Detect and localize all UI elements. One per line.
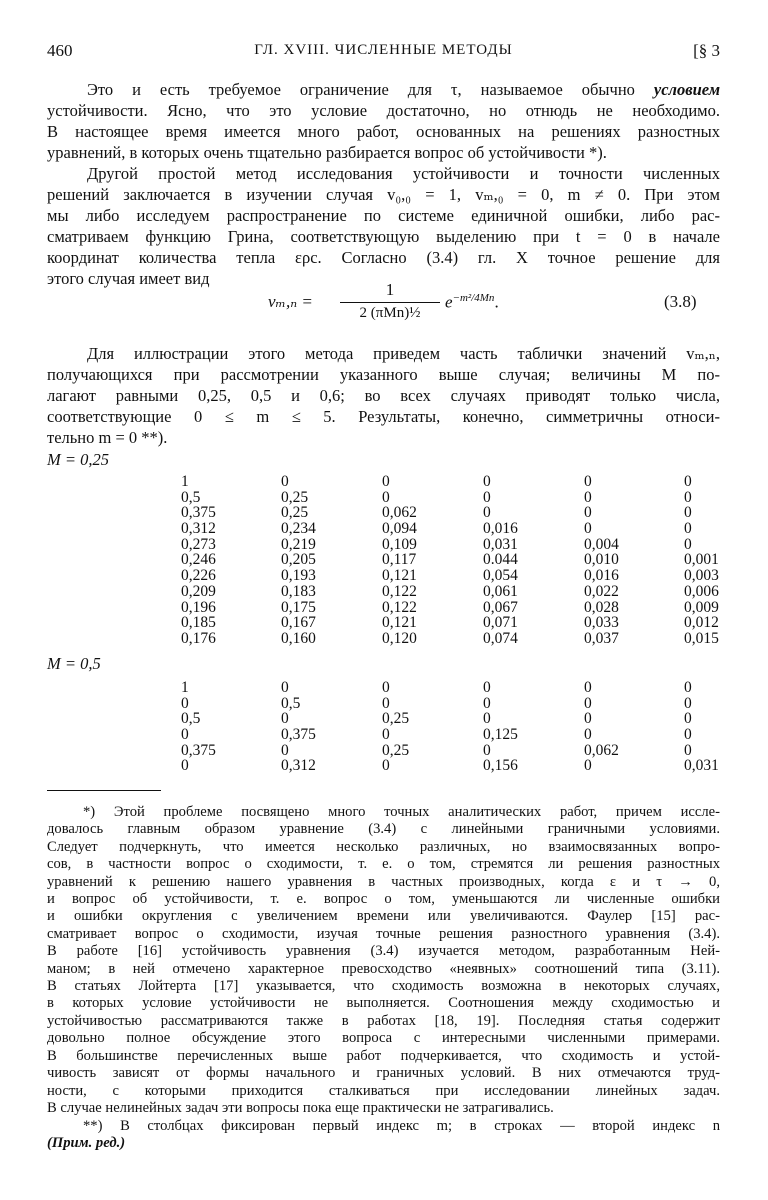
table-cell: 0 xyxy=(684,741,692,759)
table-cell: 0 xyxy=(181,694,189,712)
footnote-1-line: В статьях Лойтерта [17] указывается, что сходимость возможна в некоторых случаях, xyxy=(47,978,720,995)
table-cell: 0 xyxy=(584,710,592,728)
table-cell: 0,156 xyxy=(483,757,518,775)
table-cell: 0,219 xyxy=(281,535,316,553)
table-cell: 0,010 xyxy=(584,551,619,569)
table-cell: 0 xyxy=(281,741,289,759)
footnote-1-line: довалось главным образом уравнение (3.4) с линейными граничными условиями. xyxy=(47,821,720,838)
footnote-1-line: Следует подчеркнуть, что имеется несколько различных, но взаимосвязанных вопро- xyxy=(47,838,720,855)
table-cell: 0 xyxy=(382,757,390,775)
table-cell: 0 xyxy=(684,694,692,712)
page-number: 460 xyxy=(47,41,73,60)
table-cell: 0,006 xyxy=(684,582,719,600)
paragraph-2-line: этого случая имеет вид xyxy=(47,269,210,288)
paragraph-1-line: В настоящее время имеется много работ, основанных на решениях разностных xyxy=(47,122,720,141)
table-cell: 0,122 xyxy=(382,598,417,616)
table-cell: 0,067 xyxy=(483,598,518,616)
footnote-1-line: В большинстве перечисленных выше работ подчеркивается, что сходимость и устой- xyxy=(47,1047,720,1064)
table-cell: 0 xyxy=(281,473,289,490)
table-cell: 0,312 xyxy=(281,757,316,775)
footnote-1-line: и ошибки округления с увеличением времени или увеличиваются. Фаулер [15] рас- xyxy=(47,908,720,925)
table-cell: 0,375 xyxy=(181,504,216,522)
table-cell: 0 xyxy=(483,473,491,490)
table-cell: 0,160 xyxy=(281,629,316,647)
fraction-denominator: 2 (πMn)½ xyxy=(359,305,421,321)
paragraph-1-line: уравнений, в которых очень тщательно разбирается вопрос об устойчивости *). xyxy=(47,143,607,162)
section-marker: [§ 3 xyxy=(693,41,720,60)
footnote-2-line: **) В столбцах фиксирован первый индекс m; в строках — второй индекс n xyxy=(83,1118,720,1134)
table-cell: 1 xyxy=(181,473,189,490)
paragraph-2-line: решений заключается в изучении случая v₀,₀ = 1, vₘ,₀ = 0, m ≠ 0. При этом xyxy=(47,185,720,204)
footnote-1 xyxy=(47,804,720,1117)
table-cell: 0 xyxy=(382,694,390,712)
table-cell: 0,009 xyxy=(684,598,719,616)
footnote-1-line: сов, в частности вопрос о сходимости, т. е. о том, стремятся ли решения разностных xyxy=(47,856,720,873)
table-cell: 0 xyxy=(584,520,592,538)
table-cell: 0 xyxy=(584,504,592,522)
table-cell: 0,033 xyxy=(584,614,619,632)
footnote-1-line: маном; в ней отмечено характерное превосходство «неявных» соотношений типа (3.11). xyxy=(47,960,720,977)
paragraph-2 xyxy=(47,163,720,289)
table-cell: 0,054 xyxy=(483,567,518,585)
table-cell: 0 xyxy=(382,488,390,506)
running-title: ГЛ. XVIII. ЧИСЛЕННЫЕ МЕТОДЫ xyxy=(254,42,513,58)
table-cell: 0 xyxy=(584,757,592,775)
footnote-1-line: довольно полное обсуждение этого вопроса с интересными численными примерами. xyxy=(47,1030,720,1047)
table-cell: 0 xyxy=(684,535,692,553)
table-cell: 0,375 xyxy=(281,726,316,744)
paragraph-3-line: соответствующие 0 ≤ m ≤ 5. Результаты, конечно, симметричны относи- xyxy=(47,407,720,426)
table-cell: 0 xyxy=(584,694,592,712)
table-cell: 0,120 xyxy=(382,629,417,647)
table-cell: 0,209 xyxy=(181,582,216,600)
table-cell: 0,25 xyxy=(382,710,410,728)
table-cell: 0,121 xyxy=(382,567,417,585)
table-cell: 0 xyxy=(483,741,491,759)
paragraph-3 xyxy=(47,343,720,448)
table-cell: 0,022 xyxy=(584,582,619,600)
paragraph-1 xyxy=(47,79,720,163)
paragraph-1-line: устойчивости. Ясно, что это условие достаточно, но отнюдь не необходимо. xyxy=(47,101,720,120)
footnote-2 xyxy=(47,1118,720,1153)
fraction-bar xyxy=(340,302,440,303)
table-cell: 0 xyxy=(684,504,692,522)
footnote-1-line: *) Этой проблеме посвящено много точных аналитических работ, причем иссле- xyxy=(83,804,720,820)
table-cell: 0 xyxy=(584,473,592,490)
table-cell: 0 xyxy=(483,488,491,506)
table-cell: 0,125 xyxy=(483,726,518,744)
table-cell: 0 xyxy=(483,504,491,522)
footnote-divider xyxy=(47,790,161,791)
table-cell: 0 xyxy=(584,679,592,696)
table-cell: 0 xyxy=(483,679,491,696)
table-cell: 0,037 xyxy=(584,629,619,647)
table-cell: 0,031 xyxy=(684,757,719,775)
table-cell: 0,25 xyxy=(281,488,309,506)
table-cell: 0,25 xyxy=(281,504,309,522)
table-cell: 0,183 xyxy=(281,582,316,600)
table-cell: 0,074 xyxy=(483,629,518,647)
table-cell: 0 xyxy=(584,488,592,506)
table-cell: 0,176 xyxy=(181,629,216,647)
paragraph-2-line: координат количества тепла ερc. Согласно (3.4) гл. X точное решение для xyxy=(47,248,720,267)
table-cell: 0,226 xyxy=(181,567,216,585)
table-cell: 0 xyxy=(584,726,592,744)
footnote-1-line: в которых условие устойчивости не выполняется. Соотношения между сходимостью и xyxy=(47,995,720,1012)
equation-number: (3.8) xyxy=(664,292,697,311)
table-cell: 0,094 xyxy=(382,520,417,538)
table-cell: 0 xyxy=(382,473,390,490)
table-cell: 0 xyxy=(281,710,289,728)
table-cell: 0,273 xyxy=(181,535,216,553)
table-cell: 0,196 xyxy=(181,598,216,616)
table-cell: 0,375 xyxy=(181,741,216,759)
table-cell: 0,121 xyxy=(382,614,417,632)
footnote-1-line: ности, с которыми приходится сталкиваться при исследовании линейных задач. xyxy=(47,1082,720,1099)
paragraph-3-line: получающихся при рассмотрении указанного выше случая; величины M по- xyxy=(47,365,720,384)
table-cell: 0 xyxy=(684,520,692,538)
footnote-1-line: В работе [16] устойчивость уравнения (3.4) изучается методом, разработанным Ней- xyxy=(47,943,720,960)
table-cell: 0,5 xyxy=(181,710,201,728)
table-cell: 0,003 xyxy=(684,567,719,585)
table-cell: 0,117 xyxy=(382,551,417,569)
footnote-2-note: (Прим. ред.) xyxy=(47,1135,126,1152)
table-cell: 0,122 xyxy=(382,582,417,600)
table-cell: 0.044 xyxy=(483,551,518,569)
table-cell: 0,062 xyxy=(382,504,417,522)
table-cell: 0,167 xyxy=(281,614,316,632)
paragraph-3-line: Для иллюстрации этого метода приведем часть таблички значений vₘ,ₙ, xyxy=(87,344,720,363)
table-cell: 0 xyxy=(684,710,692,728)
table-cell: 0,25 xyxy=(382,741,410,759)
table-cell: 0,031 xyxy=(483,535,518,553)
table-cell: 0,109 xyxy=(382,535,417,553)
table-cell: 0 xyxy=(382,726,390,744)
equation-3-8 xyxy=(260,280,560,330)
table-cell: 0,5 xyxy=(181,488,201,506)
table-cell: 0 xyxy=(684,726,692,744)
table-cell: 0,061 xyxy=(483,582,518,600)
table-cell: 0,193 xyxy=(281,567,316,585)
table-cell: 0 xyxy=(483,710,491,728)
equation-exponential: $e^{-m^2/4Mn}$. xyxy=(445,292,499,312)
fraction-numerator: 1 xyxy=(385,280,395,299)
table-cell: 0 xyxy=(483,694,491,712)
table-cell: 0,312 xyxy=(181,520,216,538)
paragraph-2-line: мы либо исследуем распространение по системе единичной ошибки, либо рас- xyxy=(47,206,720,225)
footnote-1-line: чивость зависят от формы начального и граничных условий. В них отмечаются труд- xyxy=(47,1065,720,1082)
paragraph-3-line: лагают равными 0,25, 0,5 и 0,6; во всех случаях приводят только числа, xyxy=(47,386,720,405)
table-label: M = 0,5 xyxy=(47,654,101,673)
paragraph-3-line: тельно m = 0 **). xyxy=(47,428,168,447)
table-cell: 0,062 xyxy=(584,741,619,759)
table-label: M = 0,25 xyxy=(47,450,110,469)
table-cell: 0,071 xyxy=(483,614,518,632)
table-cell: 0 xyxy=(181,757,189,775)
table-cell: 0,012 xyxy=(684,614,719,632)
footnote-1-line: В случае нелинейных задач эти вопросы пока еще практически не затрагивались. xyxy=(47,1099,554,1116)
table-cell: 0 xyxy=(684,488,692,506)
italic-term: условием xyxy=(653,80,721,99)
table-cell: 0,5 xyxy=(281,694,301,712)
footnote-1-line: устойчивостью рассматриваются также в работах [18, 19]. Последняя статья содержит xyxy=(47,1012,720,1029)
paragraph-2-line: сматриваем функцию Грина, соответствующую выделению при t = 0 в начале xyxy=(47,227,720,246)
table-cell: 0 xyxy=(281,679,289,696)
table-cell: 0,028 xyxy=(584,598,619,616)
footnote-1-line: и вопрос об устойчивости, т. е. вопрос о том, уменьшаются ли численные ошибки xyxy=(47,891,720,908)
equation-lhs: vₘ,ₙ = xyxy=(268,292,313,311)
table-cell: 0 xyxy=(382,679,390,696)
table-cell: 1 xyxy=(181,679,189,696)
table-cell: 0 xyxy=(181,726,189,744)
table-cell: 0,205 xyxy=(281,551,316,569)
table-cell: 0,246 xyxy=(181,551,216,569)
footnote-1-line: сматривает вопрос о сходимости, изучая точные решения разностного уравнения (3.4). xyxy=(47,925,720,942)
table-cell: 0,016 xyxy=(584,567,619,585)
footnote-1-line: уравнений к решению нашего уравнения в частных производных, когда ε и τ → 0, xyxy=(47,873,720,890)
table-cell: 0,185 xyxy=(181,614,216,632)
table-cell: 0 xyxy=(684,679,692,696)
table-cell: 0,001 xyxy=(684,551,719,569)
table-cell: 0,004 xyxy=(584,535,619,553)
paragraph-1-line: Это и есть требуемое ограничение для τ, называемое обычно условием xyxy=(87,80,721,99)
paragraph-2-line: Другой простой метод исследования устойчивости и точности численных xyxy=(87,164,720,183)
table-cell: 0,234 xyxy=(281,520,316,538)
running-header xyxy=(47,41,720,63)
table-cell: 0,016 xyxy=(483,520,518,538)
table-cell: 0,015 xyxy=(684,629,719,647)
table-cell: 0 xyxy=(684,473,692,490)
equation-fraction xyxy=(340,280,440,322)
table-cell: 0,175 xyxy=(281,598,316,616)
